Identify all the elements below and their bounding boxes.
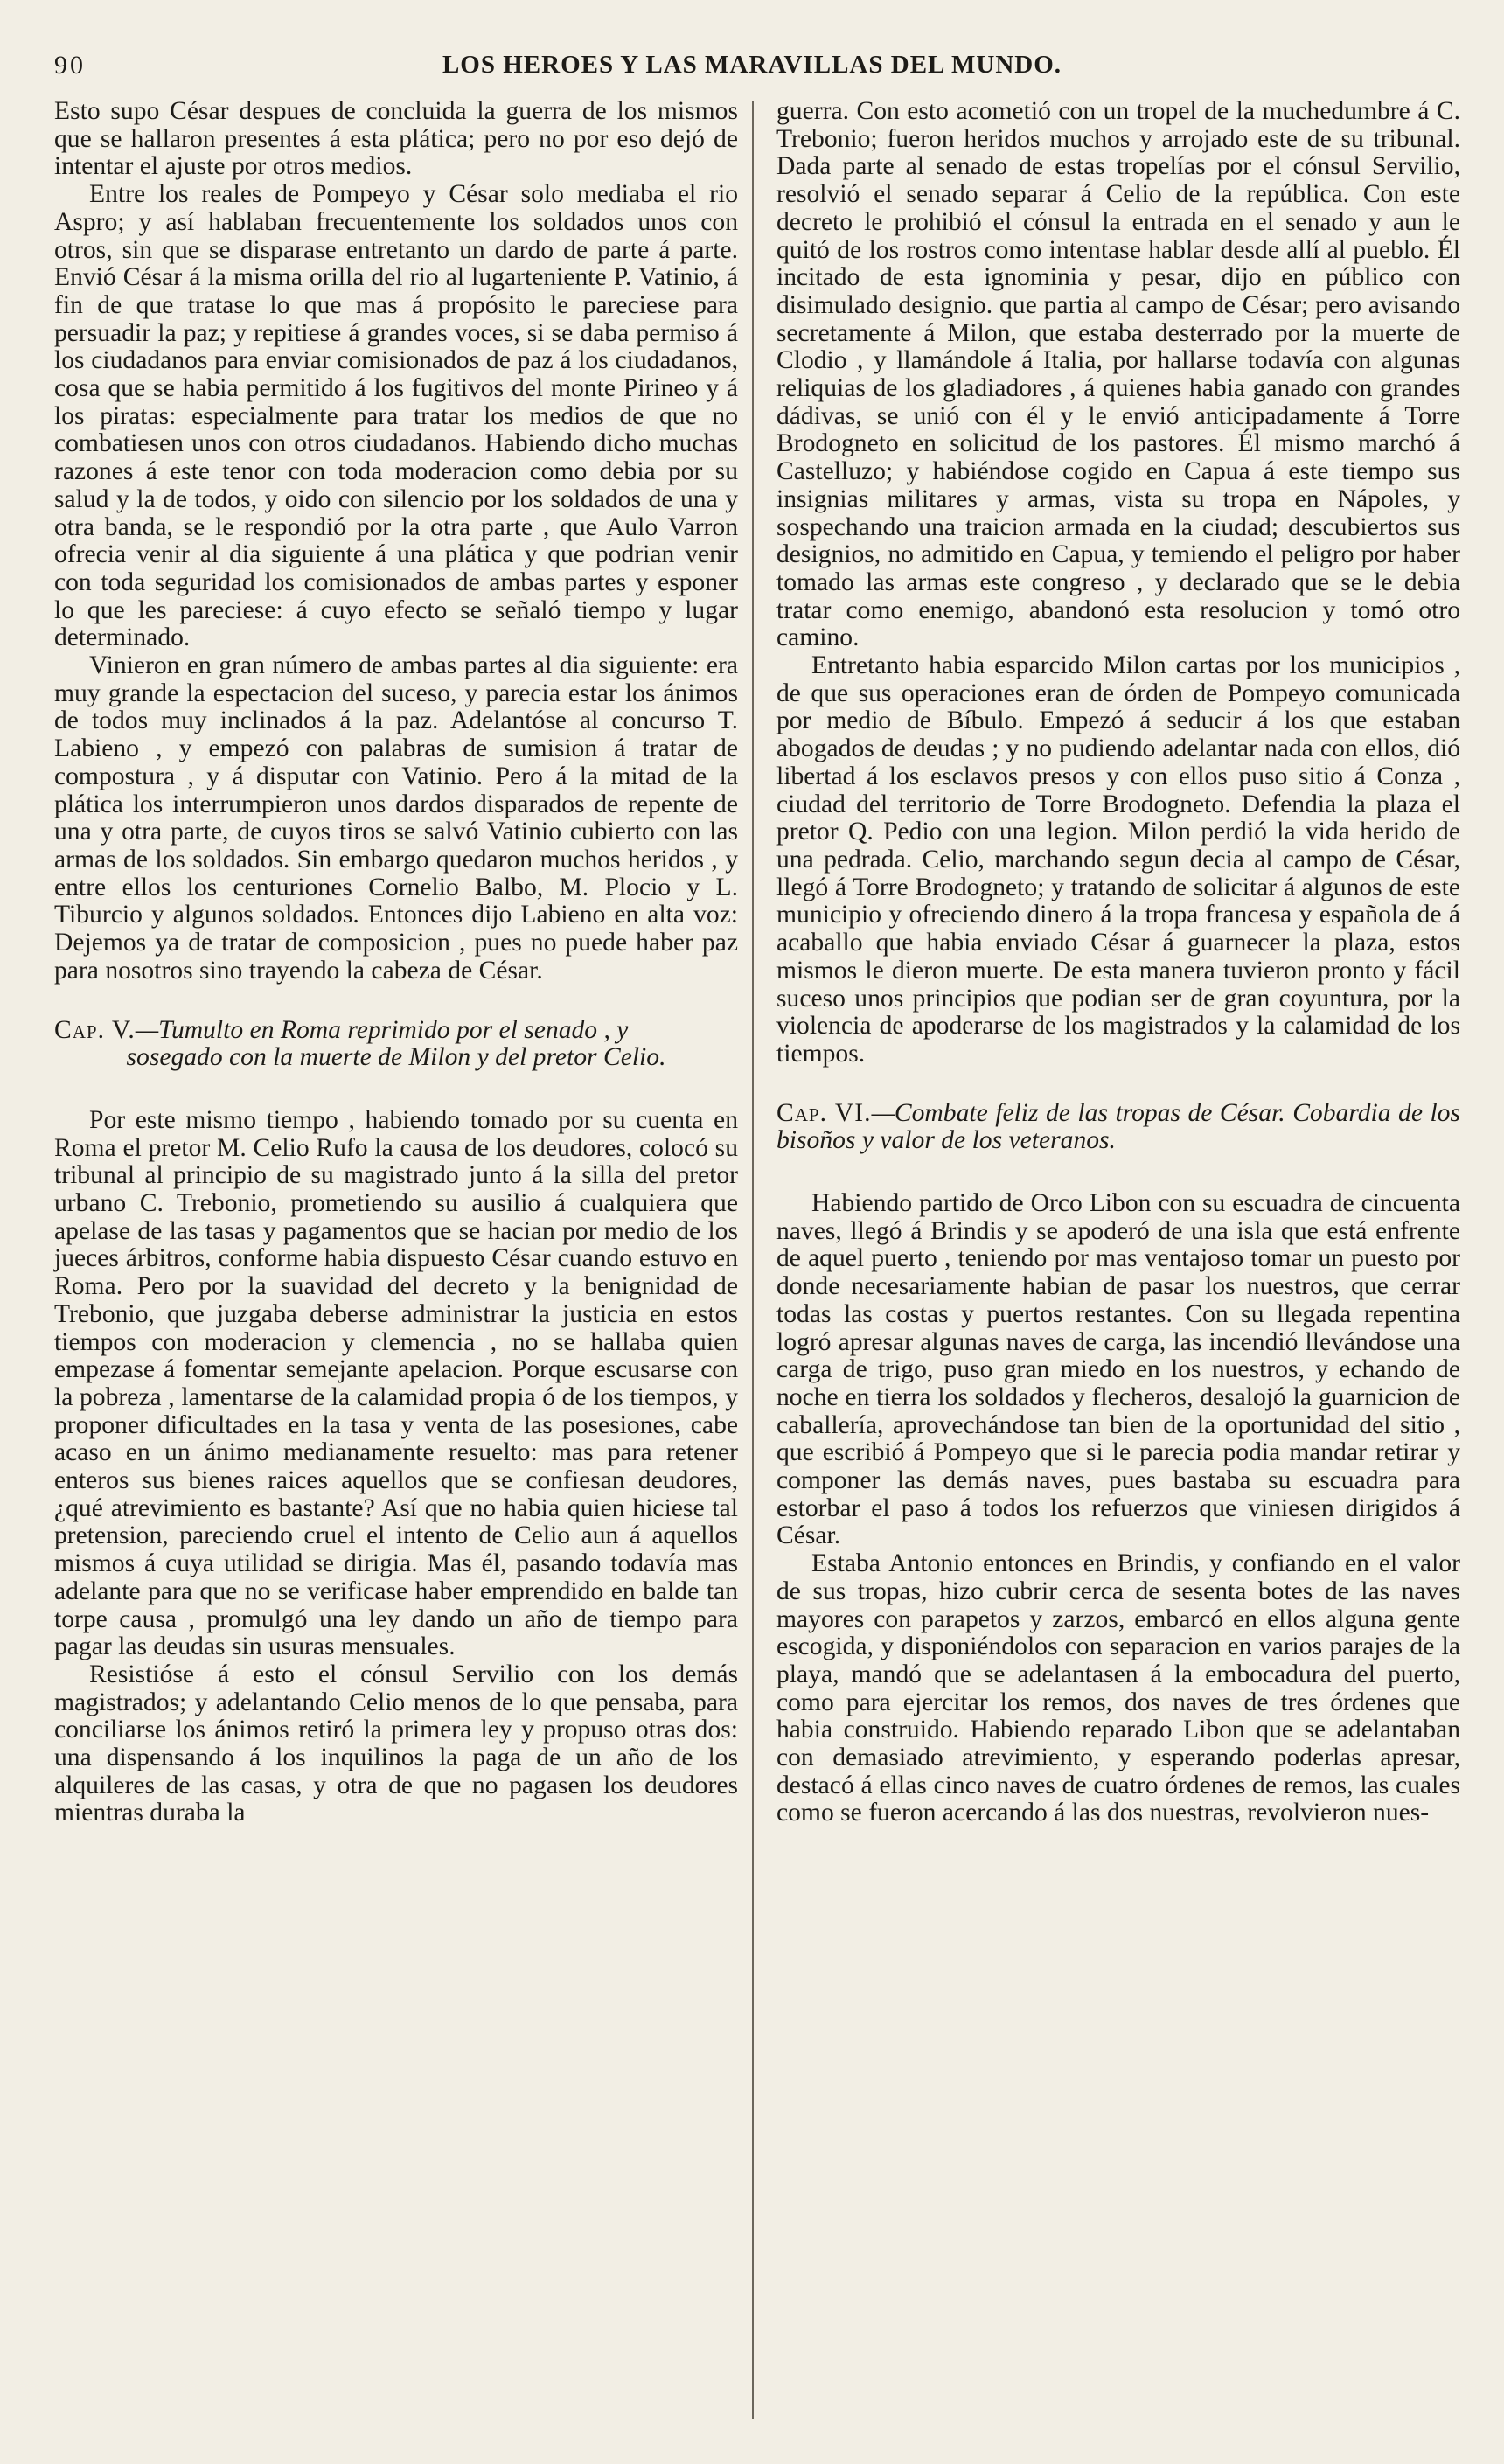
right-column [776, 98, 1460, 1827]
paragraph: Esto supo César despues de concluida la guerra de los mismos que se hallaron presentes á esta plática; pero no por eso dejó de intentar el ajuste por otros medios. [54, 97, 738, 181]
chapter-heading [776, 1100, 1460, 1155]
paragraph: guerra. Con esto acometió con un tropel de la muchedumbre á C. Trebonio; fueron heridos muchos y arrojado este de su tribunal. Dada parte al senado de estas tropelías por el cónsul Servilio, resolvió el senado separar á Celio de la república. Con este decreto le prohibió el cónsul la entrada en el senado y aun le quitó de los rostros como intentase hablar desde allí al pueblo. Él incitado de esta ignominia y pesar, dijo en público con disimulado designio. que partia al campo de César; pero avisando secretamente á Milon, que estaba desterrado por la muerte de Clodio , y llamándole á Italia, por hallarse todavía con algunas reliquias de los gladiadores , á quienes habia ganado con grandes dádivas, se unió con él y le envió anticipadamente á Torre Brodogneto en solicitud de los pastores. Él mismo marchó á Castelluzo; y habiéndose cogido en Capua á este tiempo sus insignias militares y armas, vista su tropa en Nápoles, y sospechando una traicion armada en la ciudad; descubiertos sus designios, no admitido en Capua, y temiendo el peligro por haber tomado las armas este congreso , y declarado que se le debia tratar como enemigo, abandonó esta resolucion y tomó otro camino. [776, 97, 1460, 652]
column-divider [752, 101, 754, 2419]
chapter-title-continued: sosegado con la muerte de Milon y del pretor Celio. [126, 1043, 666, 1072]
paragraph: Habiendo partido de Orco Libon con su escuadra de cincuenta naves, llegó á Brindis y se apoderó de una isla que está enfrente de aquel puerto , teniendo por mas ventajoso tomar un puesto por donde necesariamente habian de pasar los nuestros, que cerrar todas las costas y puertos restantes. Con su llegada repentina logró apresar algunas naves de carga, las incendió llevándose una carga de trigo, puso gran miedo en los nuestros, y echando de noche en tierra los soldados y flecheros, desalojó la guarnicion de caballería, aprovechándose tan bien de la oportunidad del sitio , que escribió á Pompeyo que si le parecia podia mandar retirar y componer las demás naves, pues bastaba su escuadra para estorbar el paso á todos los refuerzos que viniesen dirigidos á César. [776, 1189, 1460, 1550]
paragraph: Resistióse á esto el cónsul Servilio con los demás magistrados; y adelantando Celio menos de lo que pensaba, para conciliarse los ánimos retiró la primera ley y propuso otras dos: una dispensando á los inquilinos la paga de un año de los alquileres de las casas, y otra de que no pagasen los deudores mientras duraba la [54, 1660, 738, 1827]
running-title: LOS HEROES Y LAS MARAVILLAS DEL MUNDO. [442, 51, 1062, 79]
page-number: 90 [54, 51, 86, 80]
chapter-title: —Tumulto en Roma reprimido por el senado , y [135, 1015, 629, 1044]
paragraph: Vinieron en gran número de ambas partes al dia siguiente: era muy grande la espectacion del suceso, y parecia estar los ánimos de todos muy inclinados á la paz. Adelantóse al concurso T. Labieno , y empezó con palabras de sumision á tratar de compostura , y á disputar con Vatinio. Pero á la mitad de la plática los interrumpieron unos dardos disparados de repente de una y otra parte, de cuyos tiros se salvó Vatinio cubierto con las armas de los soldados. Sin embargo quedaron muchos heridos , y entre ellos los centuriones Cornelio Balbo, M. Plocio y L. Tiburcio y algunos soldados. Entonces dijo Labieno en alta voz: Dejemos ya de tratar de composicion , pues no puede haber paz para nosotros sino trayendo la cabeza de César. [54, 651, 738, 985]
page-header [52, 51, 1452, 89]
chapter-heading [54, 1017, 738, 1072]
chapter-label: Cap. VI. [776, 1098, 872, 1127]
chapter-label: Cap. V. [54, 1015, 136, 1044]
paragraph: Entre los reales de Pompeyo y César solo mediaba el rio Aspro; y así hablaban frecuentemente los soldados unos con otros, sin que se disparase entretanto un dardo de parte á parte. Envió César á la misma orilla del rio al lugarteniente P. Vatinio, á fin de que tratase lo que mas á propósito le pareciese para persuadir la paz; y repitiese á grandes voces, si se daba permiso á los ciudadanos para enviar comisionados de paz á los ciudadanos, cosa que se habia permitido á los fugitivos del monte Pirineo y á los piratas: especialmente para tratar los medios de que no combatiesen unos con otros ciudadanos. Habiendo dicho muchas razones á este tenor con toda moderacion como debia por su salud y la de todos, y oido con silencio por los soldados de una y otra banda, se le respondió por la otra parte , que Aulo Varron ofrecia venir al dia siguiente á una plática y que podrian venir con toda seguridad los comisionados de ambas partes y esponer lo que les pareciese: á cuyo efecto se señaló tiempo y lugar determinado. [54, 180, 738, 652]
paragraph: Entretanto habia esparcido Milon cartas por los municipios , de que sus operaciones eran de órden de Pompeyo comunicada por medio de Bíbulo. Empezó á seducir á los que estaban abogados de deudas ; y no pudiendo adelantar nada con ellos, dió libertad á los esclavos presos y con ellos puso sitio á Conza , ciudad del territorio de Torre Brodogneto. Defendia la plaza el pretor Q. Pedio con una legion. Milon perdió la vida herido de una pedrada. Celio, marchando segun decia al campo de César, llegó á Torre Brodogneto; y tratando de solicitar á algunos de este municipio y ofreciendo dinero á la tropa francesa y española de á acaballo que habia enviado César á guarnecer la plaza, estos mismos le dieron muerte. De esta manera tuvieron pronto y fácil suceso unos principios que podian ser de gran coyuntura, por la violencia de apoderarse de los magistrados y la calamidad de los tiempos. [776, 651, 1460, 1068]
left-column [54, 98, 738, 1827]
paragraph: Por este mismo tiempo , habiendo tomado por su cuenta en Roma el pretor M. Celio Rufo la causa de los deudores, colocó su tribunal al principio de su magistrado junto á la silla del pretor urbano C. Trebonio, prometiendo su ausilio á cualquiera que apelase de las tasas y pagamentos que se hacian por medio de los jueces árbitros, conforme habia dispuesto César cuando estuvo en Roma. Pero por la suavidad del decreto y la benignidad de Trebonio, que juzgaba deberse administrar la justicia en estos tiempos con moderacion y clemencia , no se hallaba quien empezase á fomentar semejante apelacion. Porque escusarse con la pobreza , lamentarse de la calamidad propia ó de los tiempos, y proponer dificultades en la tasa y venta de las posesiones, cabe acaso en un ánimo medianamente resuelto: mas para retener enteros sus bienes raices aquellos que se confiesan deudores, ¿qué atrevimiento es bastante? Así que no habia quien hiciese tal pretension, pareciendo cruel el intento de Celio aun á aquellos mismos á cuya utilidad se dirigia. Mas él, pasando todavía mas adelante para que no se verificase haber emprendido en balde tan torpe causa , promulgó una ley dando un año de tiempo para pagar las deudas sin usuras mensuales. [54, 1105, 738, 1661]
paragraph: Estaba Antonio entonces en Brindis, y confiando en el valor de sus tropas, hizo cubrir cerca de sesenta botes de las naves mayores con parapetos y zarzos, embarcó en ellos alguna gente escogida, y disponiéndolos con separacion en varios parajes de la playa, mandó que se adelantasen á la embocadura del puerto, como para ejercitar los remos, dos naves de tres órdenes que habia construido. Habiendo reparado Libon que se adelantaban con demasiado atrevimiento, y esperando poderlas apresar, destacó á ellas cinco naves de cuatro órdenes de remos, las cuales como se fueron acercando á las dos nuestras, revolvieron nues- [776, 1549, 1460, 1827]
chapter-title: —Combate feliz de las tropas de César. Cobardia de los bisoños y valor de los veteranos. [776, 1098, 1460, 1155]
